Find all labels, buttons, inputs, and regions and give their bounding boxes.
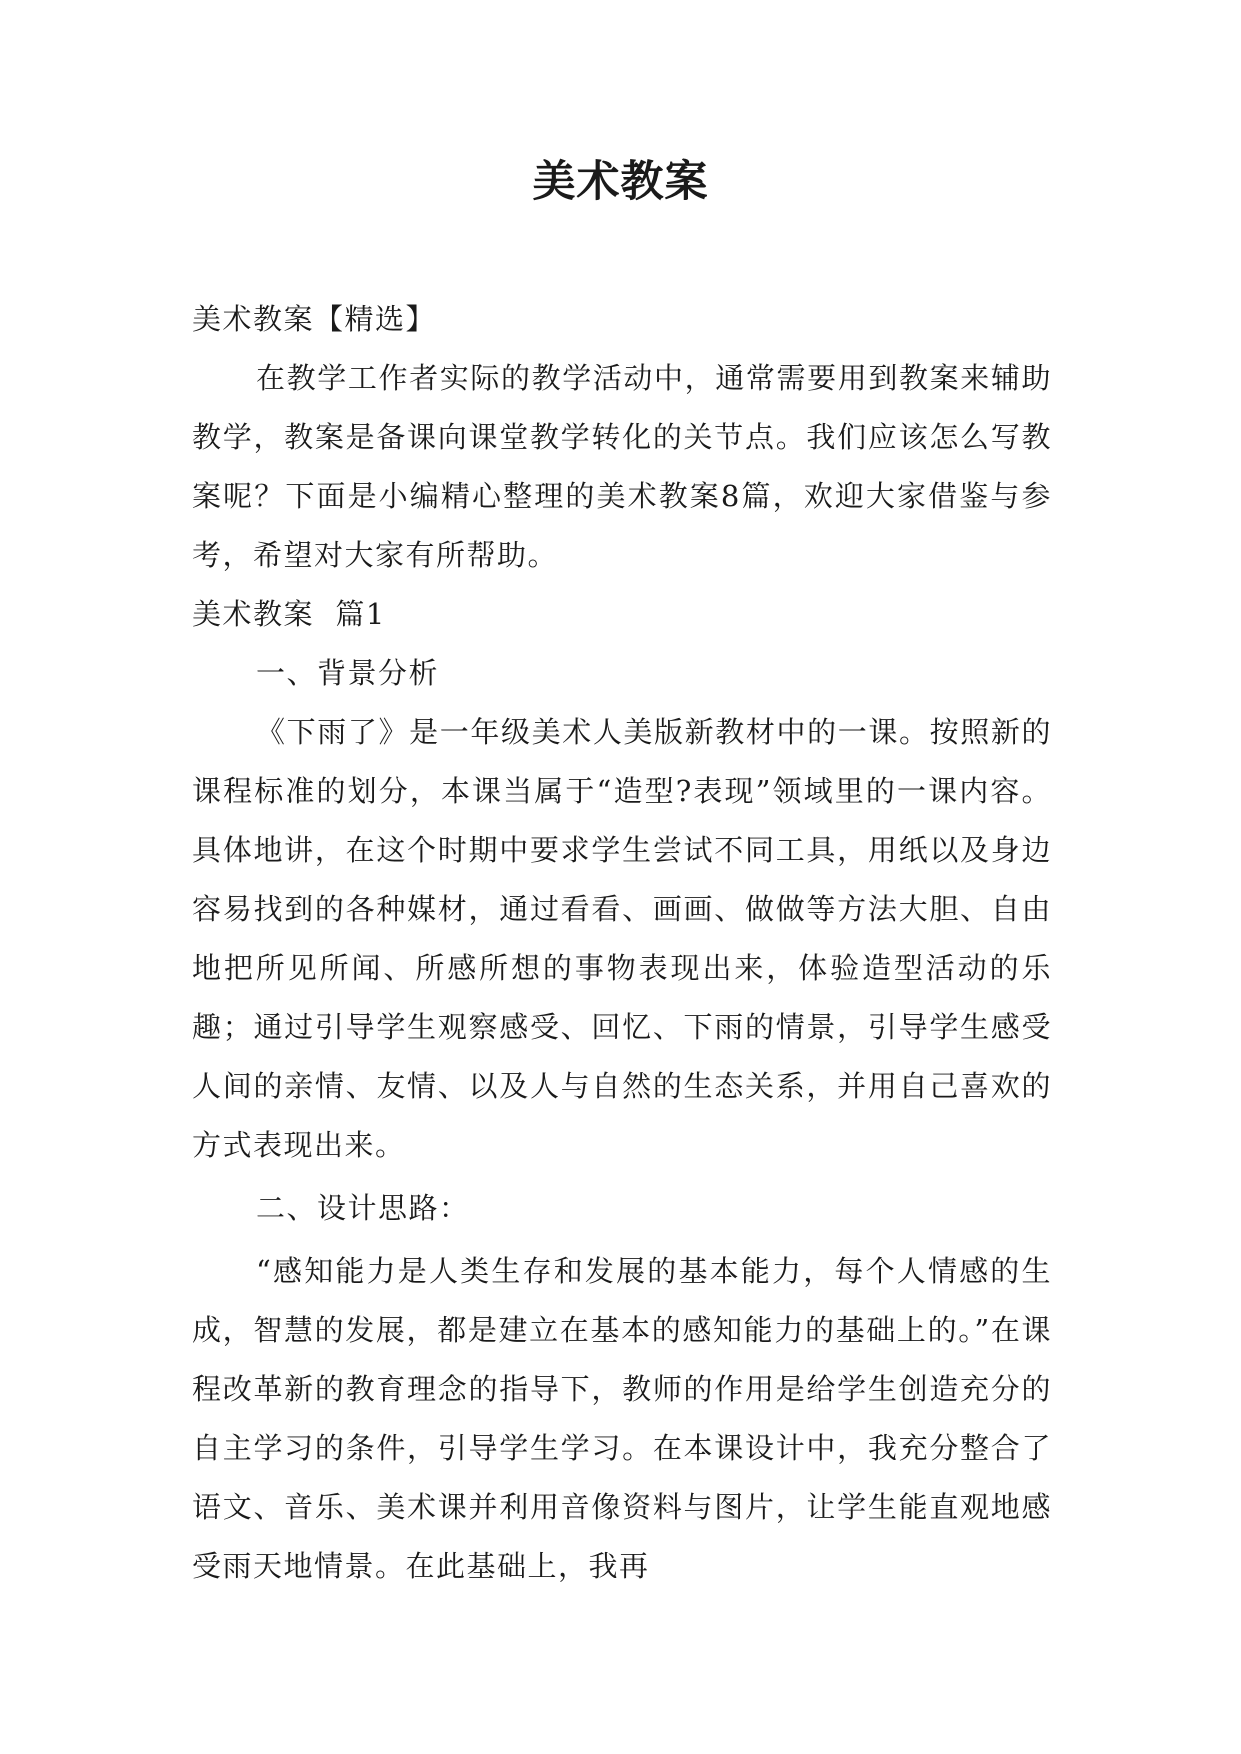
intro-paragraph: 在教学工作者实际的教学活动中，通常需要用到教案来辅助教学，教案是备课向课堂教学转化的关节点。我们应该怎么写教案呢？下面是小编精心整理的美术教案8篇，欢迎大家借鉴与参考，希望对大家有所帮助。: [192, 361, 1052, 572]
document-title: 美术教案: [532, 157, 709, 207]
section-title: 美术教案 篇1: [192, 597, 386, 631]
heading-background-analysis: 一、背景分析: [256, 656, 440, 690]
background-analysis-paragraph: 《下雨了》是一年级美术人美版新教材中的一课。按照新的课程标准的划分，本课当属于“造型?表现”领域里的一课内容。具体地讲，在这个时期中要求学生尝试不同工具，用纸以及身边容易找到的各种媒材，通过看看、画画、做做等方法大胆、自由地把所见所闻、所感所想的事物表现出来，体验造型活动的乐趣；通过引导学生观察感受、回忆、下雨的情景，引导学生感受人间的亲情、友情、以及人与自然的生态关系，并用自己喜欢的方式表现出来。: [192, 715, 1052, 1162]
document-body: [192, 290, 1052, 1596]
heading-design-ideas: 二、设计思路：: [256, 1191, 470, 1225]
document-subtitle: 美术教案【精选】: [192, 302, 437, 336]
design-ideas-paragraph: “感知能力是人类生存和发展的基本能力，每个人情感的生成，智慧的发展，都是建立在基本的感知能力的基础上的。”在课程改革新的教育理念的指导下，教师的作用是给学生创造充分的自主学习的条件，引导学生学习。在本课设计中，我充分整合了语文、音乐、美术课并利用音像资料与图片，让学生能直观地感受雨天地情景。在此基础上，我再: [192, 1254, 1052, 1583]
